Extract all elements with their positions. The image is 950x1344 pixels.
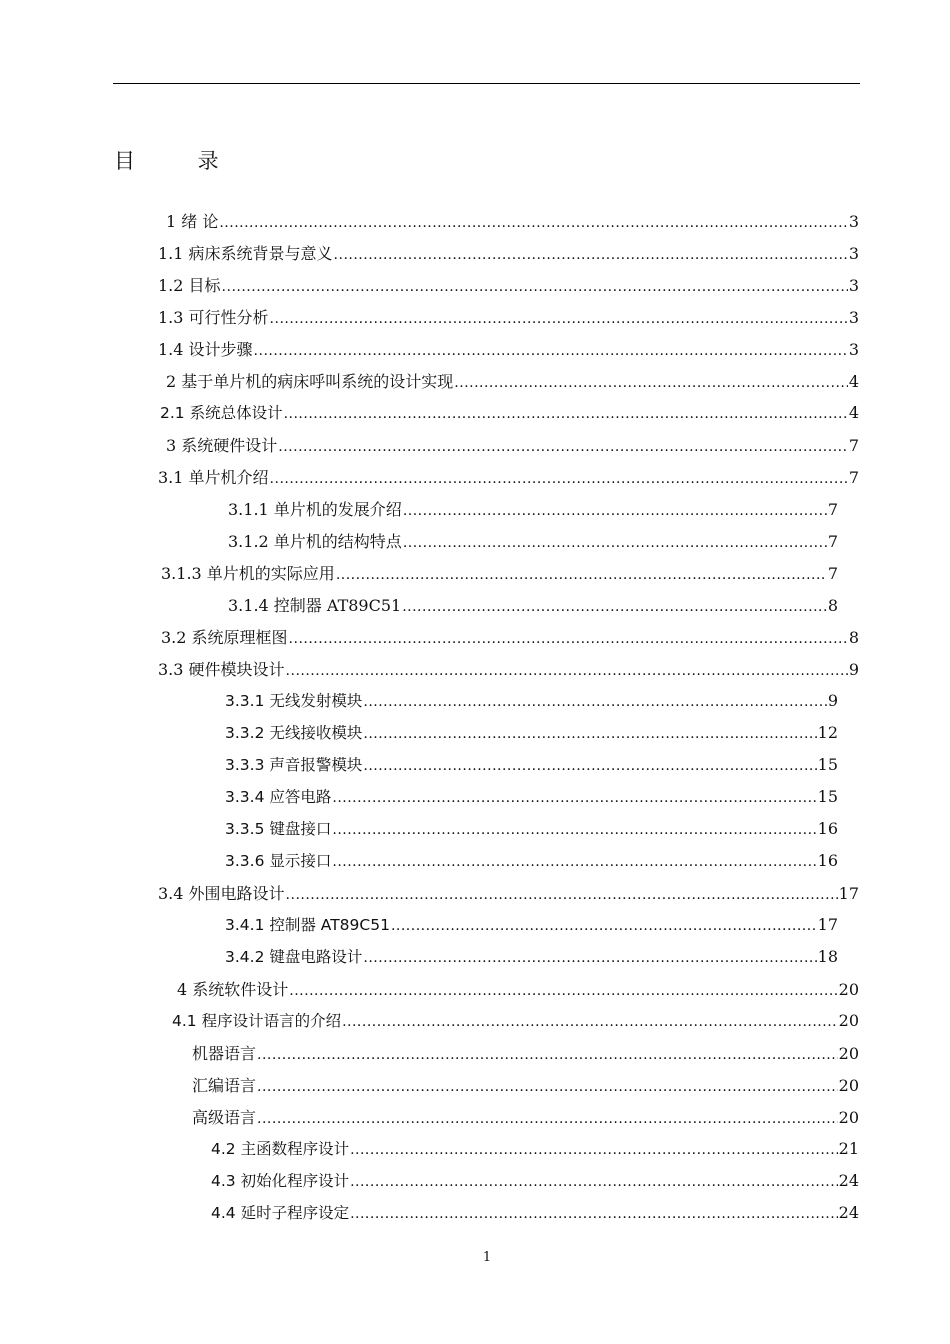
page-number: 1 bbox=[482, 1250, 492, 1265]
toc-entry[interactable]: 3 系统硬件设计 ..... 7 bbox=[166, 433, 859, 463]
toc-entry[interactable]: 4.3 初始化程序设计 ..... 24 bbox=[211, 1169, 859, 1199]
toc-entry[interactable]: 1.2 目标 ..... 3 bbox=[158, 273, 859, 303]
toc-entry[interactable]: 3.1.2 单片机的结构特点 ..... 7 bbox=[228, 529, 838, 559]
toc-entry[interactable]: 3.1 单片机介绍 ..... 7 bbox=[158, 465, 859, 495]
toc-entry[interactable]: 3.4.1 控制器 AT89C51 ..... 17 bbox=[225, 913, 838, 943]
toc-entry[interactable]: 2 基于单片机的病床呼叫系统的设计实现 ..... 4 bbox=[166, 369, 859, 399]
toc-entry[interactable]: 3.3.5 键盘接口 ..... 16 bbox=[225, 817, 838, 847]
header-rule bbox=[113, 83, 860, 84]
toc-entry[interactable]: 1 绪 论 ..... 3 bbox=[166, 209, 859, 239]
toc-entry[interactable]: 4 系统软件设计 ..... 20 bbox=[177, 977, 859, 1007]
toc-entry[interactable]: 4.4 延时子程序设定 ..... 24 bbox=[211, 1201, 859, 1231]
toc-entry[interactable]: 1.4 设计步骤 ..... 3 bbox=[158, 337, 859, 367]
toc-entry[interactable]: 汇编语言 ..... 20 bbox=[192, 1073, 859, 1103]
toc-entry[interactable]: 4.2 主函数程序设计 ..... 21 bbox=[211, 1137, 859, 1167]
toc-entry[interactable]: 高级语言 ..... 20 bbox=[192, 1105, 859, 1135]
toc-entry[interactable]: 3.4 外围电路设计 ..... 17 bbox=[158, 881, 859, 911]
toc-entry[interactable]: 4.1 程序设计语言的介绍 ..... 20 bbox=[172, 1009, 859, 1039]
toc-entry[interactable]: 3.1.1 单片机的发展介绍 ..... 7 bbox=[228, 497, 838, 527]
toc-entry[interactable]: 3.3.3 声音报警模块 ..... 15 bbox=[225, 753, 838, 783]
toc-entry[interactable]: 3.4.2 键盘电路设计 ..... 18 bbox=[225, 945, 838, 975]
toc-entry[interactable]: 3.2 系统原理框图 ..... 8 bbox=[161, 625, 859, 655]
toc-entry[interactable]: 2.1 系统总体设计 ..... 4 bbox=[160, 401, 859, 431]
toc-entry[interactable]: 3.1.4 控制器 AT89C51 ..... 8 bbox=[228, 593, 838, 623]
toc-entry[interactable]: 3.3 硬件模块设计 ..... 9 bbox=[158, 657, 859, 687]
toc-entry[interactable]: 1.3 可行性分析 ..... 3 bbox=[158, 305, 859, 335]
toc-entry[interactable]: 3.3.1 无线发射模块 ..... 9 bbox=[225, 689, 838, 719]
toc-title: 目 录 bbox=[114, 149, 247, 173]
toc-entry[interactable]: 1.1 病床系统背景与意义 ..... 3 bbox=[158, 241, 859, 271]
toc-entry[interactable]: 3.1.3 单片机的实际应用 ..... 7 bbox=[161, 561, 838, 591]
toc-entry[interactable]: 机器语言 ..... 20 bbox=[192, 1041, 859, 1071]
toc-entry[interactable]: 3.3.4 应答电路 ..... 15 bbox=[225, 785, 838, 815]
toc-entry[interactable]: 3.3.2 无线接收模块 ..... 12 bbox=[225, 721, 838, 751]
toc-entry[interactable]: 3.3.6 显示接口 ..... 16 bbox=[225, 849, 838, 879]
